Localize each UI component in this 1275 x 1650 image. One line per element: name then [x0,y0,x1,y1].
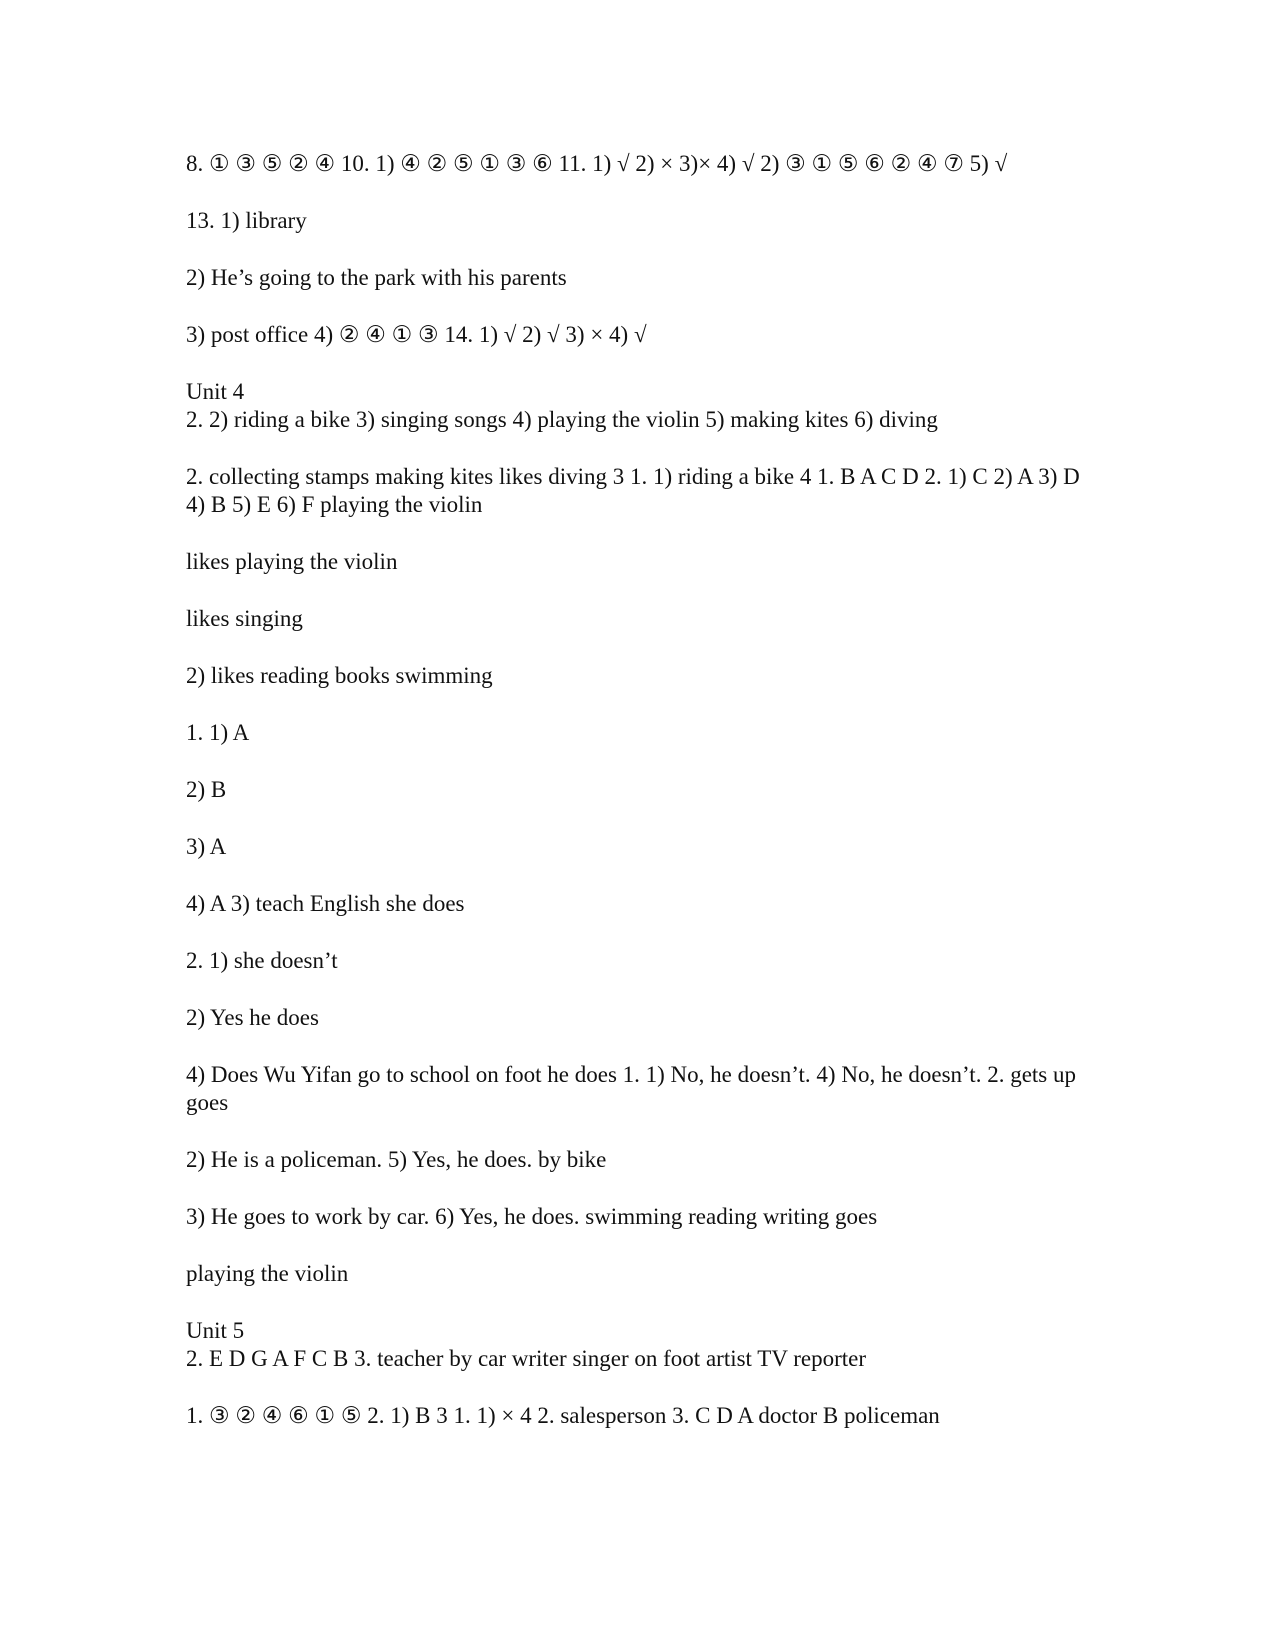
answer-line-14: 4) A 3) teach English she does [186,891,465,916]
answer-line-4: 3) post office 4) ② ④ ① ③ 14. 1) √ 2) √ 3) × 4) √ [186,322,647,347]
answer-line-19: 3) He goes to work by car. 6) Yes, he does. swimming reading writing goes [186,1204,878,1229]
document-page [186,150,1086,1459]
answer-line-10: 2) likes reading books swimming [186,663,493,688]
answer-line-12: 2) B [186,777,227,802]
answer-line-16: 2) Yes he does [186,1005,319,1030]
answer-line-8: likes playing the violin [186,549,398,574]
answer-line-15: 2. 1) she doesn’t [186,948,338,973]
answer-line-18: 2) He is a policeman. 5) Yes, he does. by bike [186,1147,607,1172]
answer-line-17: 4) Does Wu Yifan go to school on foot he does 1. 1) No, he doesn’t. 4) No, he doesn’t. 2. gets up goes [186,1062,1076,1115]
answer-line-13: 3) A [186,834,227,859]
answer-line-22: 2. E D G A F C B 3. teacher by car writer singer on foot artist TV reporter [186,1346,867,1371]
answer-line-9: likes singing [186,606,303,631]
unit-4-heading: Unit 4 [186,379,245,404]
answer-line-1: 8. ① ③ ⑤ ② ④ 10. 1) ④ ② ⑤ ① ③ ⑥ 11. 1) √ 2) × 3)× 4) √ 2) ③ ① ⑤ ⑥ ② ④ ⑦ 5) √ [186,151,1008,176]
answer-line-23: 1. ③ ② ④ ⑥ ① ⑤ 2. 1) B 3 1. 1) × 4 2. salesperson 3. C D A doctor B policeman [186,1403,940,1428]
answer-line-2: 13. 1) library [186,208,307,233]
answer-line-20: playing the violin [186,1261,349,1286]
unit-5-heading: Unit 5 [186,1318,245,1343]
answer-line-6: 2. 2) riding a bike 3) singing songs 4) playing the violin 5) making kites 6) diving [186,407,938,432]
answer-line-11: 1. 1) A [186,720,250,745]
answer-line-7: 2. collecting stamps making kites likes diving 3 1. 1) riding a bike 4 1. B A C D 2. 1) C 2) A 3) D 4) B 5) E 6) F playing the violin [186,464,1080,517]
answer-line-3: 2) He’s going to the park with his parents [186,265,567,290]
